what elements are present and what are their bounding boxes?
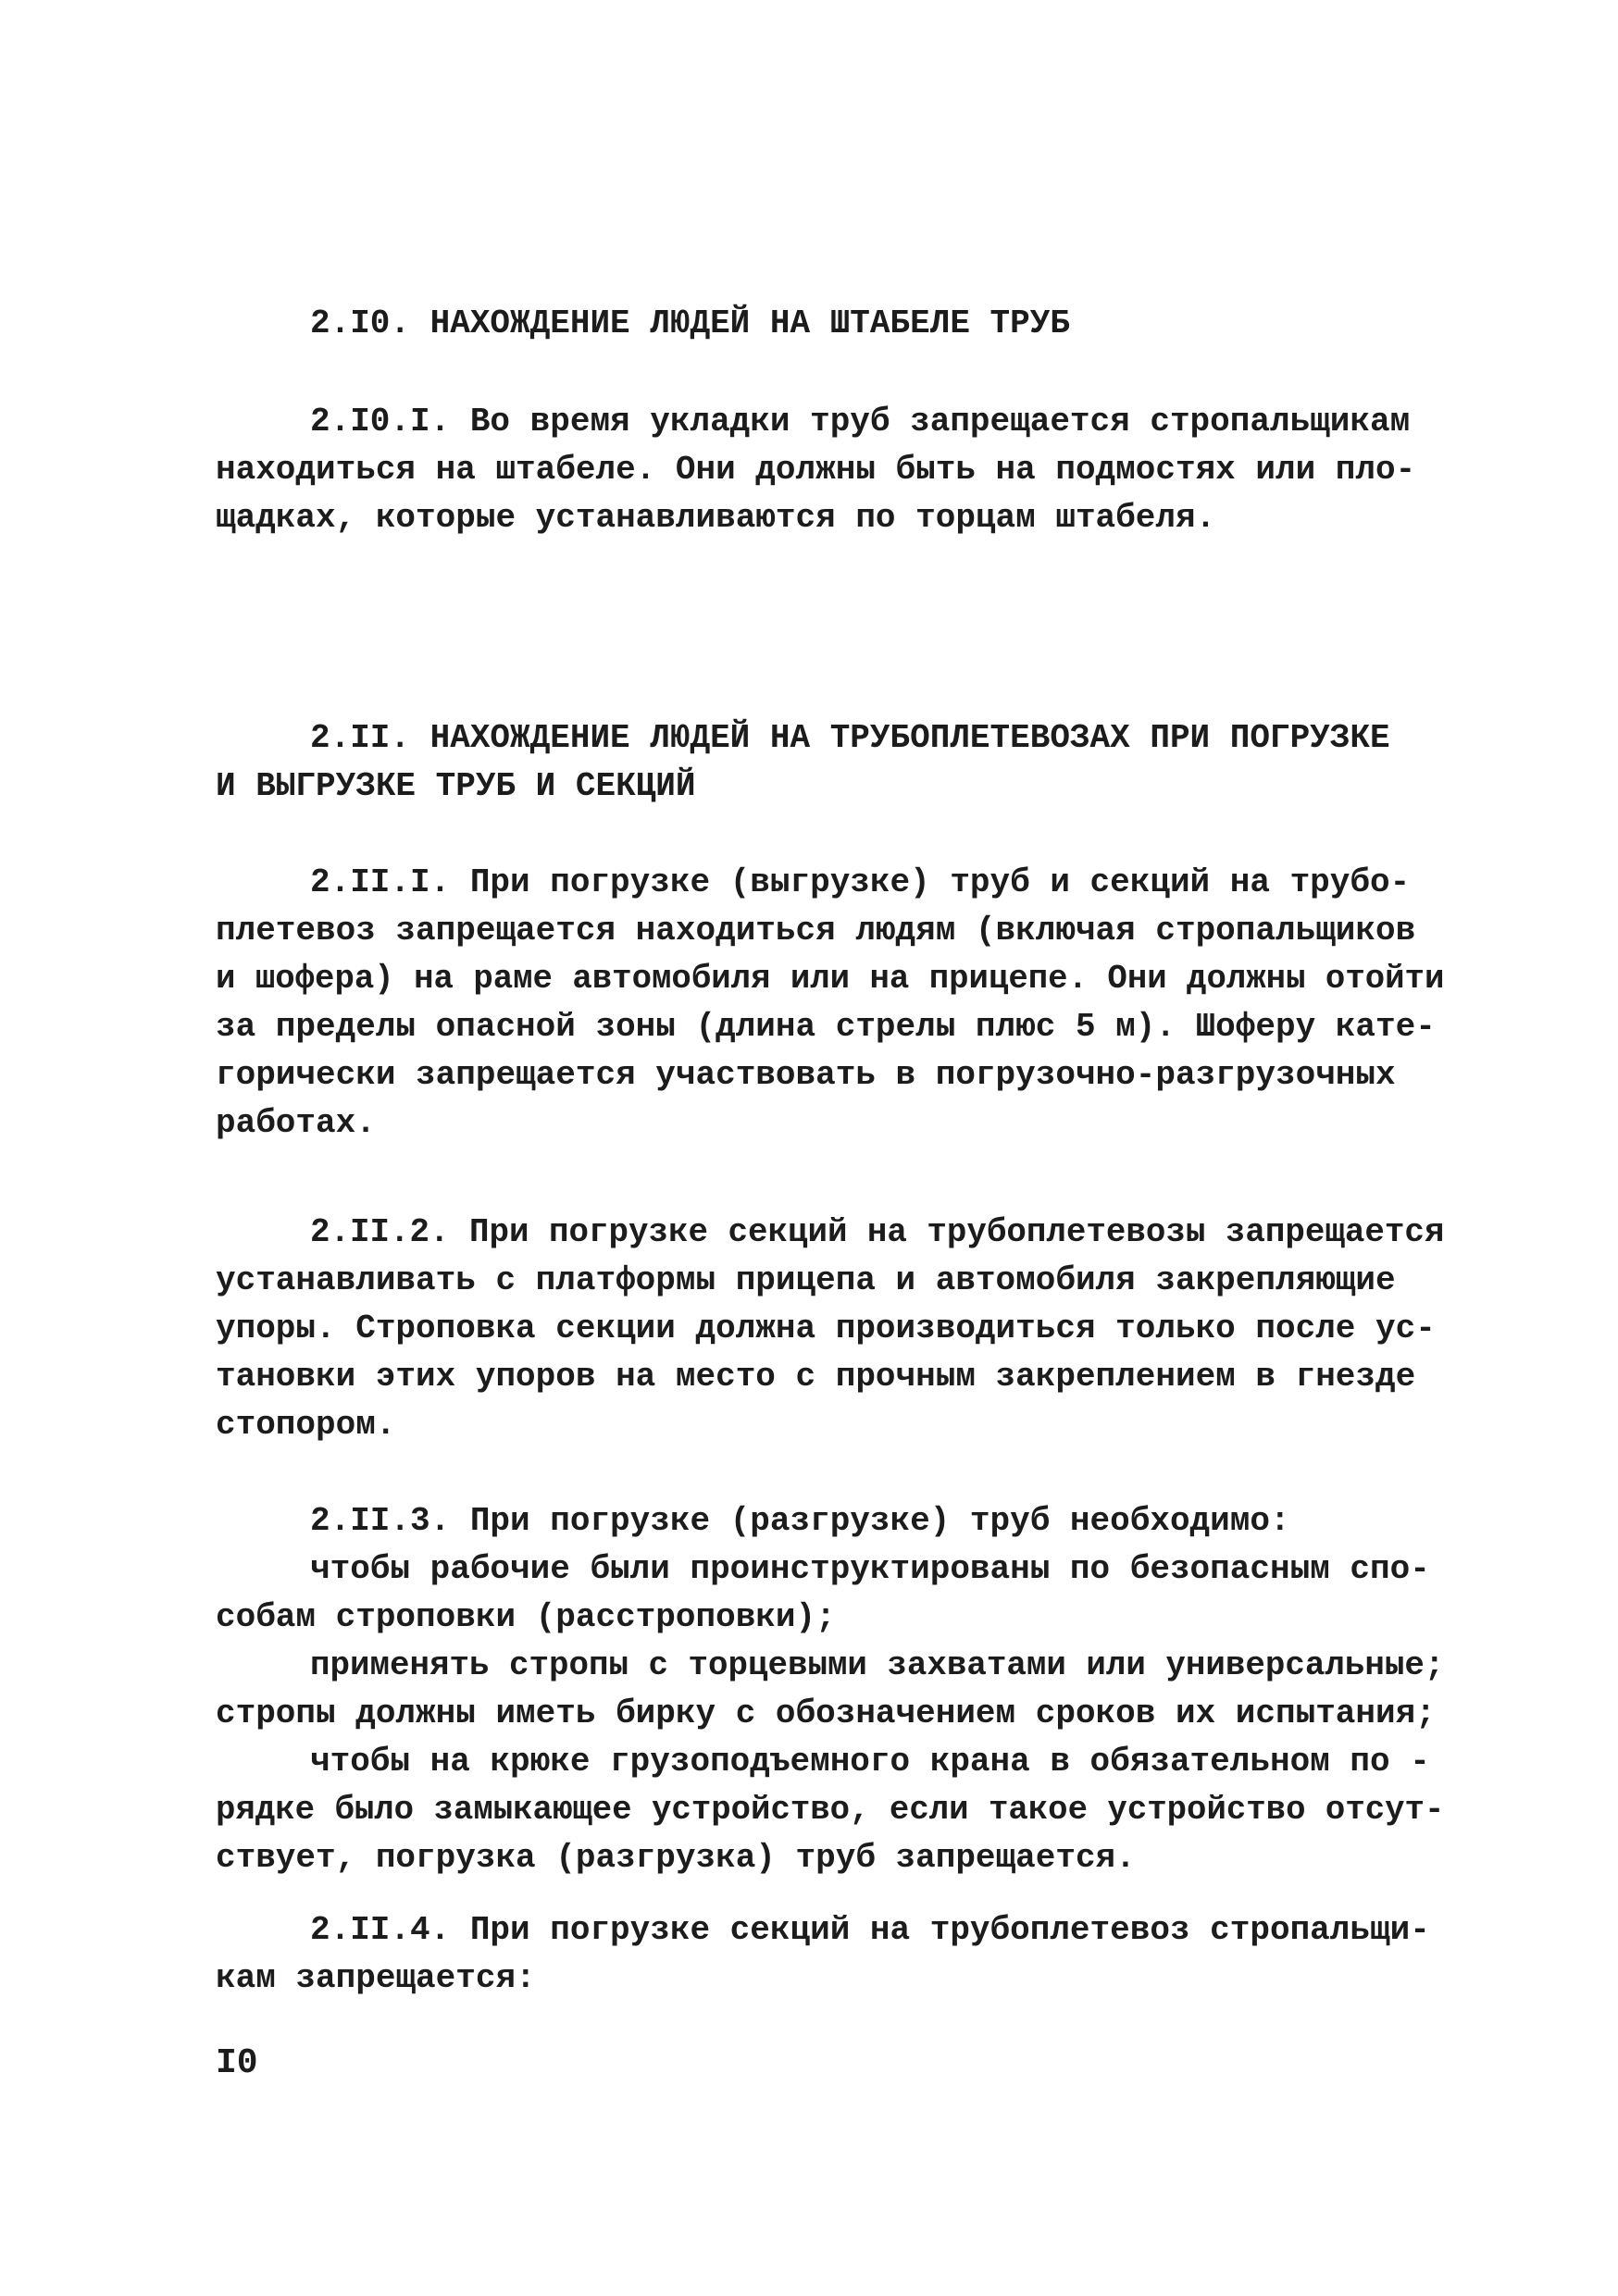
paragraph-line: собам строповки (расстроповки); xyxy=(216,1598,836,1636)
section-2-10-heading: 2.I0. НАХОЖДЕНИЕ ЛЮДЕЙ НА ШТАБЕЛЕ ТРУБ xyxy=(310,304,1070,342)
paragraph-line: рядке было замыкающее устройство, если такое устройство отсут- xyxy=(216,1791,1445,1829)
section-2-11-heading-cont: И ВЫГРУЗКЕ ТРУБ И СЕКЦИЙ xyxy=(216,767,696,805)
paragraph-line: применять стропы с торцевыми захватами или универсальные; xyxy=(310,1646,1445,1684)
paragraph-line: за пределы опасной зоны (длина стрелы плюс 5 м). Шоферу кате- xyxy=(216,1008,1436,1046)
paragraph-line: чтобы на крюке грузоподъемного крана в обязательном по - xyxy=(310,1743,1430,1781)
paragraph-line: чтобы рабочие были проинструктированы по безопасным спо- xyxy=(310,1550,1430,1588)
paragraph-line: ствует, погрузка (разгрузка) труб запрещается. xyxy=(216,1839,1136,1877)
paragraph-line: устанавливать с платформы прицепа и автомобиля закрепляющие xyxy=(216,1261,1396,1299)
paragraph-line: 2.I0.I. Во время укладки труб запрещается стропальщикам xyxy=(310,403,1411,441)
paragraph-line: 2.II.I. При погрузке (выгрузке) труб и секций на трубо- xyxy=(310,863,1411,901)
paragraph-line: кам запрещается: xyxy=(216,1959,536,1997)
paragraph-line: 2.II.4. При погрузке секций на трубоплетевоз стропальщи- xyxy=(310,1911,1430,1949)
paragraph-line: и шофера) на раме автомобиля или на прицепе. Они должны отойти xyxy=(216,960,1445,998)
paragraph-line: тановки этих упоров на место с прочным закреплением в гнезде xyxy=(216,1358,1416,1396)
page-number: I0 xyxy=(216,2043,258,2083)
paragraph-line: стропы должны иметь бирку с обозначением сроков их испытания; xyxy=(216,1694,1436,1732)
paragraph-line: упоры. Строповка секции должна производиться только после ус- xyxy=(216,1309,1436,1347)
paragraph-line: 2.II.2. При погрузке секций на трубоплетевозы запрещается xyxy=(310,1213,1445,1251)
paragraph-line: находиться на штабеле. Они должны быть на подмостях или пло- xyxy=(216,451,1416,489)
paragraph-line: горически запрещается участвовать в погрузочно-разгрузочных xyxy=(216,1056,1396,1094)
section-2-11-heading: 2.II. НАХОЖДЕНИЕ ЛЮДЕЙ НА ТРУБОПЛЕТЕВОЗАХ ПРИ ПОГРУЗКЕ xyxy=(310,719,1390,757)
paragraph-line: плетевоз запрещается находиться людям (включая стропальщиков xyxy=(216,912,1416,949)
paragraph-line: работах. xyxy=(216,1104,376,1142)
paragraph-line: стопором. xyxy=(216,1406,396,1444)
paragraph-line: 2.II.3. При погрузке (разгрузке) труб необходимо: xyxy=(310,1502,1290,1540)
paragraph-line: щадках, которые устанавливаются по торцам штабеля. xyxy=(216,499,1216,537)
